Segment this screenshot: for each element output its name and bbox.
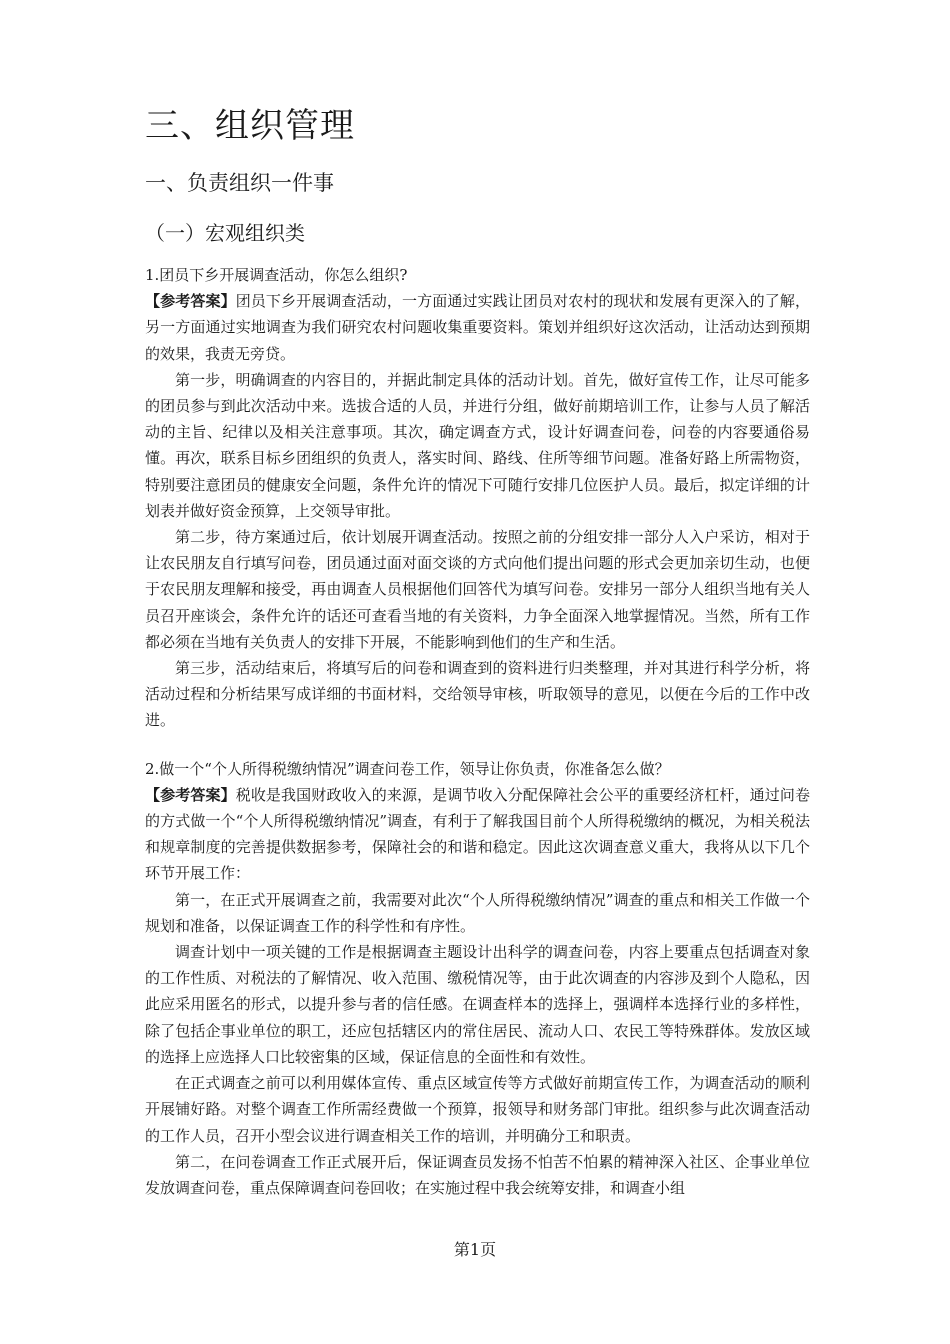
- answer-paragraph: 第一，在正式开展调查之前，我需要对此次“个人所得税缴纳情况”调查的重点和相关工作做一个规划和准备，以保证调查工作的科学性和有序性。: [145, 890, 810, 935]
- answer-paragraph: 第二步，待方案通过后，依计划展开调查活动。按照之前的分组安排一部分人入户采访，相对于让农民朋友自行填写问卷，团员通过面对面交谈的方式向他们提出问题的形式会更加亲切生动，也便于农民朋友理解和接受，再由调查人员根据他们回答代为填写问卷。安排另一部分人组织当地有关人员召开座谈会，条件允许的话还可查看当地的有关资料，力争全面深入地掌握情况。当然，所有工作都必须在当地有关负责人的安排下开展，不能影响到他们的生产和生活。: [145, 528, 810, 651]
- answer-label: 【参考答案】: [145, 292, 236, 311]
- answer-intro-1: [145, 288, 810, 367]
- answer-intro-text: 团员下乡开展调查活动，一方面通过实践让团员对农村的现状和发展有更深入的了解，另一方面通过实地调查为我们研究农村问题收集重要资料。策划并组织好这次活动，让活动达到预期的效果，我责无旁贷。: [145, 292, 810, 363]
- question-2: 2.做一个“个人所得税缴纳情况”调查问卷工作，领导让你负责，你准备怎么做？: [145, 759, 670, 778]
- question-block-1: [145, 262, 810, 734]
- answer-paragraph: 第一步，明确调查的内容目的，并据此制定具体的活动计划。首先，做好宣传工作，让尽可能多的团员参与到此次活动中来。选拔合适的人员，并进行分组，做好前期培训工作，让参与人员了解活动的主旨、纪律以及相关注意事项。其次，确定调查方式，设计好调查问卷，问卷的内容要通俗易懂。再次，联系目标乡团组织的负责人，落实时间、路线、住所等细节问题。准备好路上所需物资，特别要注意团员的健康安全问题，条件允许的情况下可随行安排几位医护人员。最后，拟定详细的计划表并做好资金预算，上交领导审批。: [145, 370, 810, 520]
- answer-paragraph: 调查计划中一项关键的工作是根据调查主题设计出科学的调查问卷，内容上要重点包括调查对象的工作性质、对税法的了解情况、收入范围、缴税情况等，由于此次调查的内容涉及到个人隐私，因此应采用匿名的形式，以提升参与者的信任感。在调查样本的选择上，强调样本选择行业的多样性，除了包括企事业单位的职工，还应包括辖区内的常住居民、流动人口、农民工等特殊群体。发放区域的选择上应选择人口比较密集的区域，保证信息的全面性和有效性。: [145, 943, 810, 1066]
- answer-intro-text: 税收是我国财政收入的来源，是调节收入分配保障社会公平的重要经济杠杆，通过问卷的方式做一个“个人所得税缴纳情况”调查，有利于了解我国目前个人所得税缴纳的概况，为相关税法和规章制度的完善提供数据参考，保障社会的和谐和稳定。因此这次调查意义重大，我将从以下几个环节开展工作：: [145, 785, 810, 883]
- answer-label: 【参考答案】: [145, 785, 236, 804]
- answer-paragraph: 在正式调查之前可以利用媒体宣传、重点区域宣传等方式做好前期宣传工作，为调查活动的顺利开展铺好路。对整个调查工作所需经费做一个预算，报领导和财务部门审批。组织参与此次调查活动的工作人员，召开小型会议进行调查相关工作的培训，并明确分工和职责。: [145, 1074, 810, 1145]
- page-title: 三、组织管理: [145, 106, 355, 146]
- page-number: 第1页: [453, 1240, 497, 1259]
- question-block-2: [145, 756, 810, 1201]
- page-content: [145, 100, 810, 1201]
- subsection-heading: （一）宏观组织类: [145, 221, 305, 245]
- section-heading: 一、负责组织一件事: [145, 171, 334, 195]
- answer-paragraph: 第三步，活动结束后，将填写后的问卷和调查到的资料进行归类整理，并对其进行科学分析，将活动过程和分析结果写成详细的书面材料，交给领导审核，听取领导的意见，以便在今后的工作中改进。: [145, 659, 810, 730]
- answer-intro-2: [145, 782, 810, 887]
- answer-paragraph: 第二，在问卷调查工作正式展开后，保证调查员发扬不怕苦不怕累的精神深入社区、企事业单位发放调查问卷，重点保障调查问卷回收；在实施过程中我会统筹安排，和调查小组: [145, 1152, 810, 1197]
- question-1: 1.团员下乡开展调查活动，你怎么组织?: [145, 266, 408, 284]
